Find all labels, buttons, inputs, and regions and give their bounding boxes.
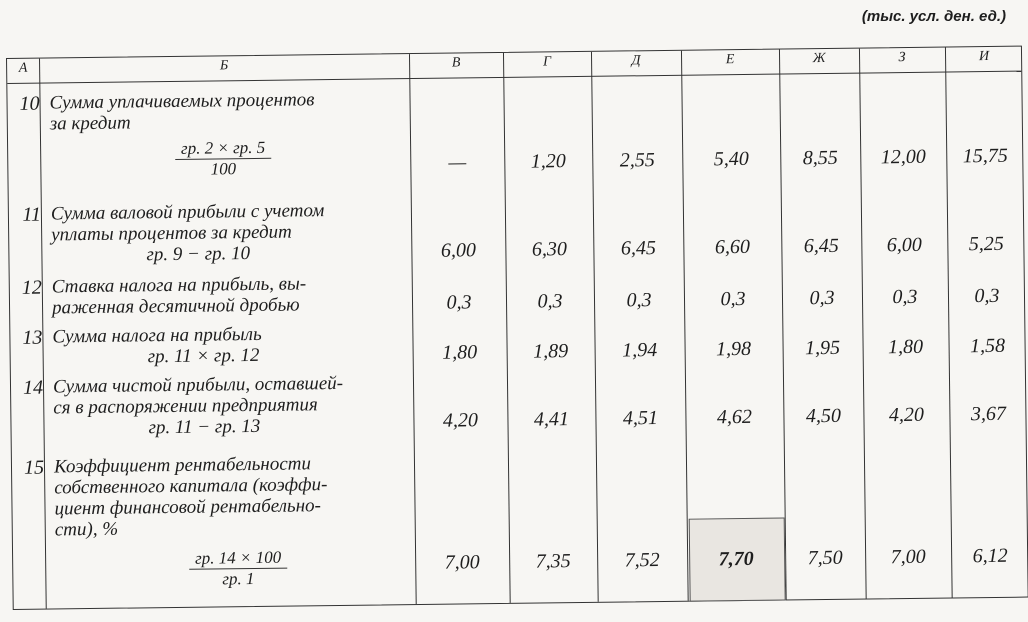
header-d: Д [631,53,641,69]
value-cell: 7,00 [890,545,926,569]
row-description [53,372,404,439]
row-description [52,272,402,318]
value-cell: 3,67 [970,402,1007,426]
description-line: циент финансовой рентабельно- [54,495,322,520]
fraction-denominator: гр. 1 [222,569,255,589]
value-cell: 0,3 [892,285,918,309]
value-cell: 0,3 [626,289,652,312]
description-line: раженная десятичной дробью [51,294,300,319]
row-description [54,452,405,540]
description-formula: гр. 11 × гр. 12 [147,344,260,368]
row-description [49,88,399,134]
value-cell: 4,62 [716,405,753,429]
description-line: Сумма уплачиваемых процентов [49,89,315,114]
formula-fraction [168,547,308,590]
row-number: 15 [23,456,45,479]
description-line: Сумма налога на прибыль [52,323,262,348]
description-line: Сумма чистой прибыли, оставшей- [52,372,344,398]
value-cell: 4,41 [533,408,570,431]
description-formula: гр. 9 − гр. 10 [146,243,251,266]
value-cell: 4,20 [888,403,925,427]
value-cell: 4,51 [622,407,659,430]
column-divider [591,52,599,602]
value-cell: 15,75 [962,144,1008,168]
fraction-numerator: гр. 14 × 100 [189,548,287,570]
value-cell: 6,00 [440,239,477,262]
value-cell: 7,35 [535,550,571,573]
description-line: Ставка налога на прибыль, вы- [51,273,307,298]
formula-fraction [158,138,288,181]
description-line: собственного капитала (коэффи- [54,474,328,499]
value-cell: 1,80 [887,335,924,359]
description-formula: гр. 11 − гр. 13 [148,415,261,439]
column-divider [409,54,417,604]
value-cell: 1,95 [804,336,841,360]
value-cell: 12,00 [880,145,926,169]
header-e: Е [725,52,735,68]
value-cell: 8,55 [802,146,838,170]
fraction-numerator: гр. 2 × гр. 5 [175,138,271,160]
value-cell: 7,52 [624,549,660,572]
row-number: 14 [22,376,44,399]
value-cell: 6,00 [886,233,922,257]
header-v: В [451,55,461,71]
row-description [51,199,402,266]
value-cell: 1,98 [715,337,752,361]
description-line: Коэффициент рентабельности [53,453,312,478]
description-line: сти), % [54,518,119,541]
fraction-denominator: 100 [210,159,237,179]
description-line: за кредит [49,112,131,135]
units-note: (тыс. усл. ден. ед.) [861,8,1006,25]
row-description [52,322,402,368]
value-cell: 4,20 [442,409,479,432]
value-cell: 2,55 [619,149,655,172]
value-cell: — [448,151,467,174]
value-cell: 5,25 [968,232,1004,256]
value-cell: 7,00 [444,551,480,574]
column-divider [859,49,867,599]
value-cell: 6,45 [803,234,839,258]
header-i: И [978,48,990,65]
value-cell: 6,45 [620,237,657,260]
header-b: Б [219,58,229,74]
description-line: Сумма валовой прибыли с учетом [50,200,325,225]
value-cell: 1,80 [441,341,478,364]
header-zh: Ж [812,50,826,67]
description-line: ся в распоряжении предприятия [53,394,318,419]
header-z: З [898,50,906,66]
value-cell: 1,58 [969,334,1006,358]
value-cell: 1,20 [530,150,566,173]
value-cell: 6,30 [531,238,568,261]
column-divider [681,51,689,601]
row-number: 13 [22,326,43,349]
value-cell: 6,60 [714,235,750,259]
value-cell: 0,3 [446,291,472,314]
column-divider [945,48,953,598]
value-cell: 0,3 [974,284,1000,308]
value-cell: 0,3 [809,286,835,310]
header-a: А [18,60,28,76]
row-number: 12 [21,276,42,299]
row-number: 10 [19,92,40,115]
value-cell: 6,12 [972,544,1008,568]
value-cell: 4,50 [805,404,842,428]
header-g: Г [543,54,552,70]
value-cell: 0,3 [720,287,746,311]
value-cell: 1,89 [532,340,569,363]
row-number: 11 [22,203,42,226]
financial-table [6,46,1028,610]
column-divider [503,53,511,603]
value-cell: 1,94 [621,339,658,362]
description-line: уплаты процентов за кредит [51,221,292,246]
value-cell-highlighted: 7,70 [718,547,754,571]
value-cell: 5,40 [713,147,749,171]
value-cell: 0,3 [537,290,563,313]
value-cell: 7,50 [807,546,843,570]
